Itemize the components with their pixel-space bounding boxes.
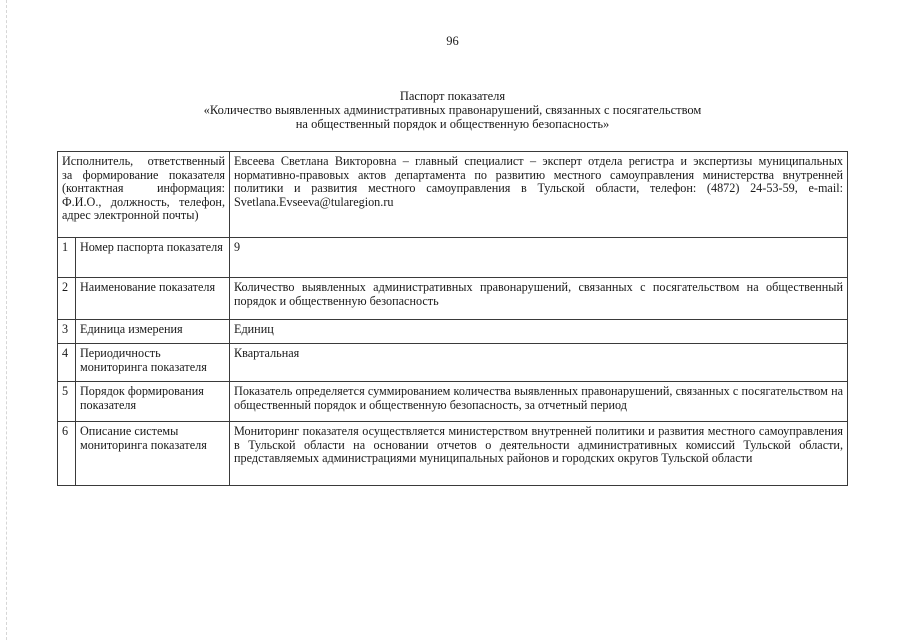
- executor-value: Евсеева Светлана Викторовна – главный специалист – эксперт отдела регистра и экспертизы муниципальных нормативно-правовых актов департамента по развитию местного самоуправления министерства внутренней политики и развития местного самоуправления в Тульской области, телефон: (4872) 24-53-59, e-mail: Svetlana.Evseeva@tularegion.ru: [230, 152, 848, 238]
- row-value: 9: [230, 238, 848, 278]
- scan-margin-line: [6, 0, 7, 640]
- table-row: [58, 382, 848, 422]
- row-value: Мониторинг показателя осуществляется министерством внутренней политики и развития местного самоуправления в Тульской области на основании отчетов о деятельности административных комиссий Тульской области, представляемых администрациями муниципальных районов и городских округов Тульской области: [230, 422, 848, 486]
- row-label: Наименование показателя: [76, 278, 230, 320]
- row-value: Квартальная: [230, 344, 848, 382]
- row-value: Показатель определяется суммированием количества выявленных правонарушений, связанных с посягательством на общественный порядок и общественную безопасность, за отчетный период: [230, 382, 848, 422]
- table-row: [58, 422, 848, 486]
- row-number: 5: [58, 382, 76, 422]
- row-label: Периодичность мониторинга показателя: [76, 344, 230, 382]
- table-row: [58, 278, 848, 320]
- title-line-1: Паспорт показателя: [399, 89, 506, 103]
- table-row: [58, 320, 848, 344]
- row-label: Порядок формирования показателя: [76, 382, 230, 422]
- row-number: 6: [58, 422, 76, 486]
- executor-label: Исполнитель, ответственный за формирование показателя (контактная информация: Ф.И.О., должность, телефон, адрес электронной почты): [58, 152, 230, 238]
- row-value: Количество выявленных административных правонарушений, связанных с посягательством на общественный порядок и общественную безопасность: [230, 278, 848, 320]
- table-row-executor: [58, 152, 848, 238]
- row-number: 3: [58, 320, 76, 344]
- row-number: 2: [58, 278, 76, 320]
- table-row: [58, 238, 848, 278]
- row-label: Единица измерения: [76, 320, 230, 344]
- indicator-passport-table: [57, 151, 848, 486]
- table-row: [58, 344, 848, 382]
- row-number: 4: [58, 344, 76, 382]
- title-line-3: на общественный порядок и общественную безопасность»: [295, 117, 610, 131]
- row-number: 1: [58, 238, 76, 278]
- page-number: 96: [446, 34, 459, 48]
- row-value: Единиц: [230, 320, 848, 344]
- row-label: Описание системы мониторинга показателя: [76, 422, 230, 486]
- title-line-2: «Количество выявленных административных правонарушений, связанных с посягательством: [203, 103, 702, 117]
- row-label: Номер паспорта показателя: [76, 238, 230, 278]
- document-title: [150, 89, 755, 131]
